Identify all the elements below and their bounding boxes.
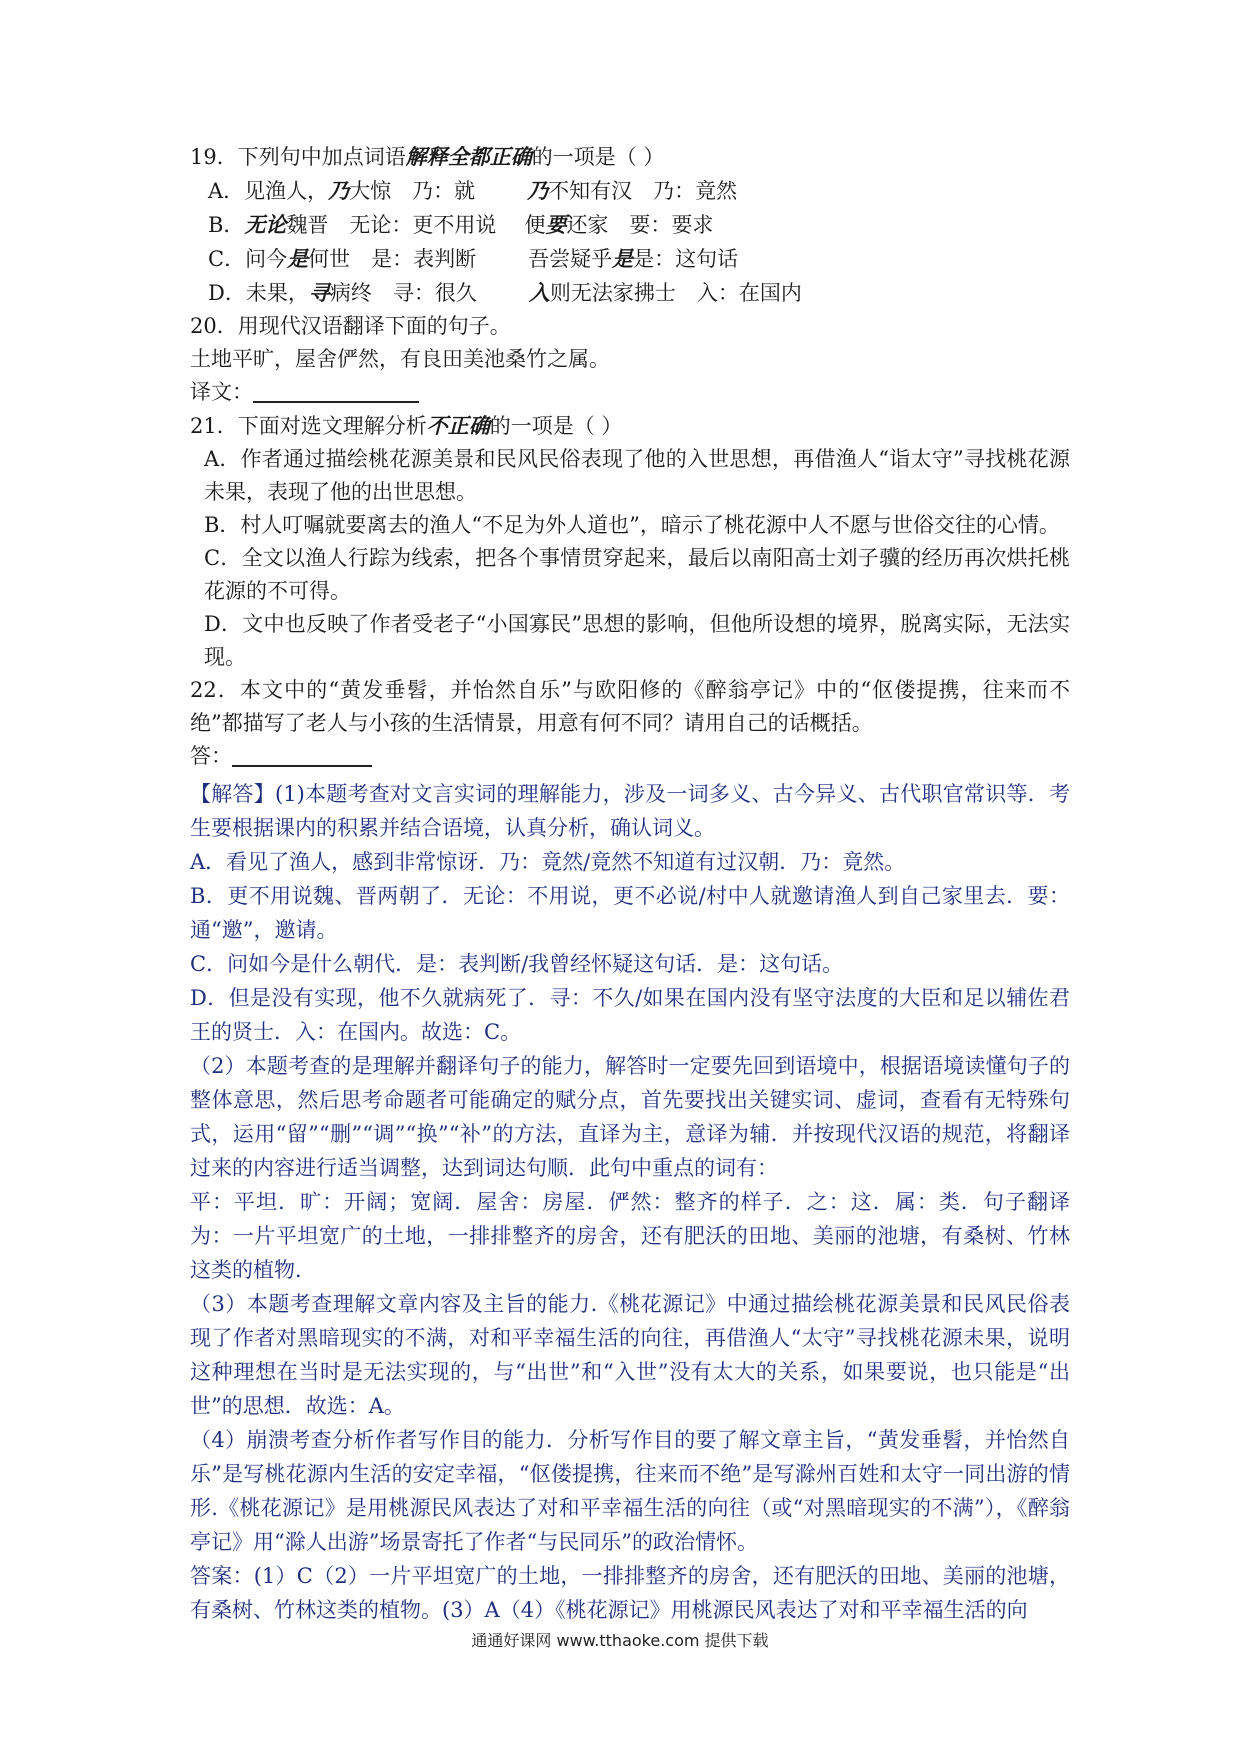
answer-tag: 【解答】 — [190, 782, 276, 806]
answer-part-4: （4）崩溃考查分析作者写作目的能力．分析写作目的要了解文章主旨，“黄发垂髫，并怡然自乐”是写桃花源内生活的安定幸福，“伛偻提携，往来而不绝”是写滁州百姓和太守一同出游的情形.《桃花源记》是用桃源民风表达了对和平幸福生活的向往（或“对黑暗现实的不满”），《醉翁亭记》用“滁人出游”场景寄托了作者“与民同乐”的政治情怀。 — [190, 1428, 1070, 1554]
answer-a: A．看见了渔人，感到非常惊讶．乃：竟然/竟然不知道有过汉朝．乃：竟然。 — [190, 850, 906, 874]
q19-stem — [190, 140, 1070, 174]
answer-intro: 【解答】(1)本题考查对文言实词的理解能力，涉及一词多义、古今异义、古代职官常识等．考生要根据课内的积累并结合语境，认真分析，确认词义。 — [190, 782, 1070, 840]
q19-option-b: B．无论魏晋 无论：更不用说 便要还家 要：要求 — [208, 212, 714, 237]
q19-emphasis: 解释全都正确 — [405, 144, 532, 169]
q19-option-d: D．未果，寻病终 寻：很久 入则无法家拂士 入：在国内 — [208, 280, 802, 305]
answer-summary: 答案：(1）C（2）一片平坦宽广的土地，一排排整齐的房舍，还有肥沃的田地、美丽的池塘，有桑树、竹林这类的植物。(3）A（4）《桃花源记》用桃源民风表达了对和平幸福生活的向 — [190, 1564, 1070, 1622]
answer-b: B．更不用说魏、晋两朝了．无论：不用说，更不必说/村中人就邀请渔人到自己家里去．要：通“邀”，邀请。 — [190, 884, 1070, 942]
q21-option-a: A．作者通过描绘桃花源美景和民风民俗表现了他的入世思想，再借渔人“诣太守”寻找桃花源未果，表现了他的出世思想。 — [204, 447, 1070, 504]
q22-blank[interactable] — [232, 743, 372, 767]
q19-number: 19．下列句中加点词语 — [190, 145, 406, 169]
q20-title: 20．用现代汉语翻译下面的句子。 — [190, 314, 511, 338]
q21-emphasis: 不正确 — [426, 413, 490, 438]
page-footer: 通通好课网 www.tthaoke.com 提供下载 — [471, 1631, 769, 1650]
q22-answer-line — [190, 740, 1070, 773]
answer-section — [190, 777, 1070, 1627]
answer-part-2-words: 平：平坦．旷：开阔；宽阔．屋舍：房屋．俨然：整齐的样子．之：这．属：类．句子翻译为：一片平坦宽广的土地，一排排整齐的房舍，还有肥沃的田地、美丽的池塘，有桑树、竹林这类的植物． — [190, 1190, 1070, 1282]
q19-option-c: C．问今是何世 是：表判断 吾尝疑乎是是：这句话 — [208, 246, 739, 271]
q19-option-a: A．见渔人，乃大惊 乃：就 乃不知有汉 乃：竟然 — [208, 178, 738, 203]
q21-option-d: D．文中也反映了作者受老子“小国寡民”思想的影响，但他所设想的境界，脱离实际，无法实现。 — [204, 612, 1070, 669]
q20-blank[interactable] — [253, 379, 419, 403]
q21-stem: 21．下面对选文理解分析不正确的一项是（ ） — [190, 413, 623, 438]
answer-part-3: （3）本题考查理解文章内容及主旨的能力.《桃花源记》中通过描绘桃花源美景和民风民俗表现了作者对黑暗现实的不满，对和平幸福生活的向往，再借渔人“太守”寻找桃花源未果，说明这种理想在当时是无法实现的，与“出世”和“入世”没有太大的关系，如果要说，也只能是“出世”的思想．故选：A。 — [190, 1292, 1070, 1418]
q22-prompt: 答： — [190, 744, 232, 768]
q19-tail: 的一项是（ ） — [531, 145, 665, 169]
q20-prompt: 译文： — [190, 380, 253, 404]
document-page — [190, 140, 1070, 1627]
q20-sentence: 土地平旷，屋舍俨然，有良田美池桑竹之属。 — [190, 347, 610, 371]
q21-option-c: C．全文以渔人行踪为线索，把各个事情贯穿起来，最后以南阳高士刘子骥的经历再次烘托桃花源的不可得。 — [204, 546, 1070, 603]
answer-part-2: （2）本题考查的是理解并翻译句子的能力，解答时一定要先回到语境中，根据语境读懂句子的整体意思，然后思考命题者可能确定的赋分点，首先要找出关键实词、虚词，查看有无特殊句式，运用“留”“删”“调”“换”“补”的方法，直译为主，意译为辅．并按现代汉语的规范，将翻译过来的内容进行适当调整，达到词达句顺．此句中重点的词有： — [190, 1054, 1070, 1180]
q22-stem: 22．本文中的“黄发垂髫，并怡然自乐”与欧阳修的《醉翁亭记》中的“伛偻提携，往来而不绝”都描写了老人与小孩的生活情景，用意有何不同？请用自己的话概括。 — [190, 678, 1070, 735]
q21-option-b: B．村人叮嘱就要离去的渔人“不足为外人道也”，暗示了桃花源中人不愿与世俗交往的心情。 — [204, 513, 1060, 537]
answer-c: C．问如今是什么朝代．是：表判断/我曾经怀疑这句话．是：这句话。 — [190, 952, 844, 976]
q20-answer-line — [190, 376, 1070, 409]
answer-d: D．但是没有实现，他不久就病死了．寻：不久/如果在国内没有坚守法度的大臣和足以辅佐君王的贤士．入：在国内。故选：C。 — [190, 986, 1070, 1044]
